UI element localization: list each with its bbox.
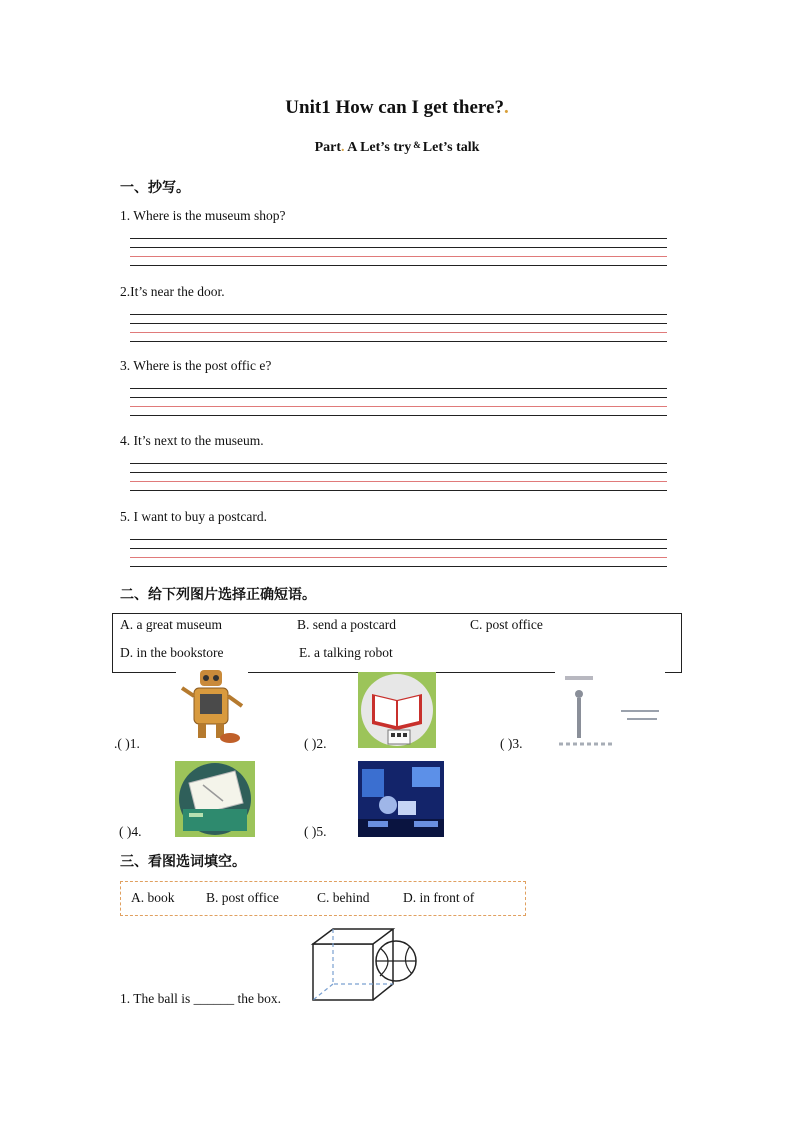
copy-sentence-4: 4. It’s next to the museum. bbox=[120, 433, 264, 448]
subtitle-dot: . bbox=[341, 140, 345, 155]
q1-blank[interactable]: ______ bbox=[193, 991, 235, 1006]
blank-5[interactable]: ( )5. bbox=[304, 824, 327, 839]
title-text: Unit1 How can I get there? bbox=[285, 97, 504, 118]
postcard-icon bbox=[175, 761, 255, 837]
robot-icon bbox=[176, 666, 248, 746]
word-option-b: B. post office bbox=[206, 890, 279, 905]
q1-text-before: 1. The ball is bbox=[120, 991, 191, 1006]
option-d: D. in the bookstore bbox=[120, 645, 224, 660]
fill-question-1 bbox=[120, 991, 281, 1007]
writing-lines-3[interactable] bbox=[130, 388, 667, 418]
writing-lines-5[interactable] bbox=[130, 539, 667, 569]
title-dot: . bbox=[503, 97, 509, 118]
q1-text-after: the box. bbox=[237, 991, 281, 1006]
section1-heading: 一、抄写。 bbox=[120, 180, 190, 196]
option-b: B. send a postcard bbox=[297, 617, 396, 632]
copy-sentence-1: 1. Where is the museum shop? bbox=[120, 208, 286, 223]
subtitle-lets-talk: Let’s talk bbox=[422, 140, 480, 155]
writing-lines-2[interactable] bbox=[130, 314, 667, 344]
copy-sentence-2: 2.It’s near the door. bbox=[120, 284, 225, 299]
blank-3[interactable]: ( )3. bbox=[500, 736, 523, 751]
copy-sentence-3: 3. Where is the post offic e? bbox=[120, 358, 272, 373]
subtitle-part: Part bbox=[314, 140, 341, 155]
writing-lines-4[interactable] bbox=[130, 463, 667, 493]
book-icon bbox=[358, 672, 436, 748]
option-e: E. a talking robot bbox=[299, 645, 393, 660]
subtitle-lets-try: A Let’s try bbox=[347, 140, 412, 155]
section3-heading: 三、看图选词填空。 bbox=[120, 854, 246, 870]
section2-heading: 二、给下列图片选择正确短语。 bbox=[120, 587, 316, 603]
word-option-c: C. behind bbox=[317, 890, 370, 905]
word-option-a: A. book bbox=[131, 890, 175, 905]
option-c: C. post office bbox=[470, 617, 543, 632]
page-subtitle bbox=[0, 140, 794, 156]
writing-lines-1[interactable] bbox=[130, 238, 667, 268]
statue-icon bbox=[555, 668, 665, 750]
museum-icon bbox=[358, 761, 444, 837]
blank-2[interactable]: ( )2. bbox=[304, 736, 327, 751]
page-title bbox=[0, 97, 794, 119]
box-ball-icon bbox=[310, 926, 422, 1004]
blank-4[interactable]: ( )4. bbox=[119, 824, 142, 839]
word-option-d: D. in front of bbox=[403, 890, 475, 905]
blank-1[interactable]: .( )1. bbox=[114, 736, 140, 751]
option-a: A. a great museum bbox=[120, 617, 222, 632]
copy-sentence-5: 5. I want to buy a postcard. bbox=[120, 509, 267, 524]
subtitle-amp: & bbox=[413, 140, 421, 150]
